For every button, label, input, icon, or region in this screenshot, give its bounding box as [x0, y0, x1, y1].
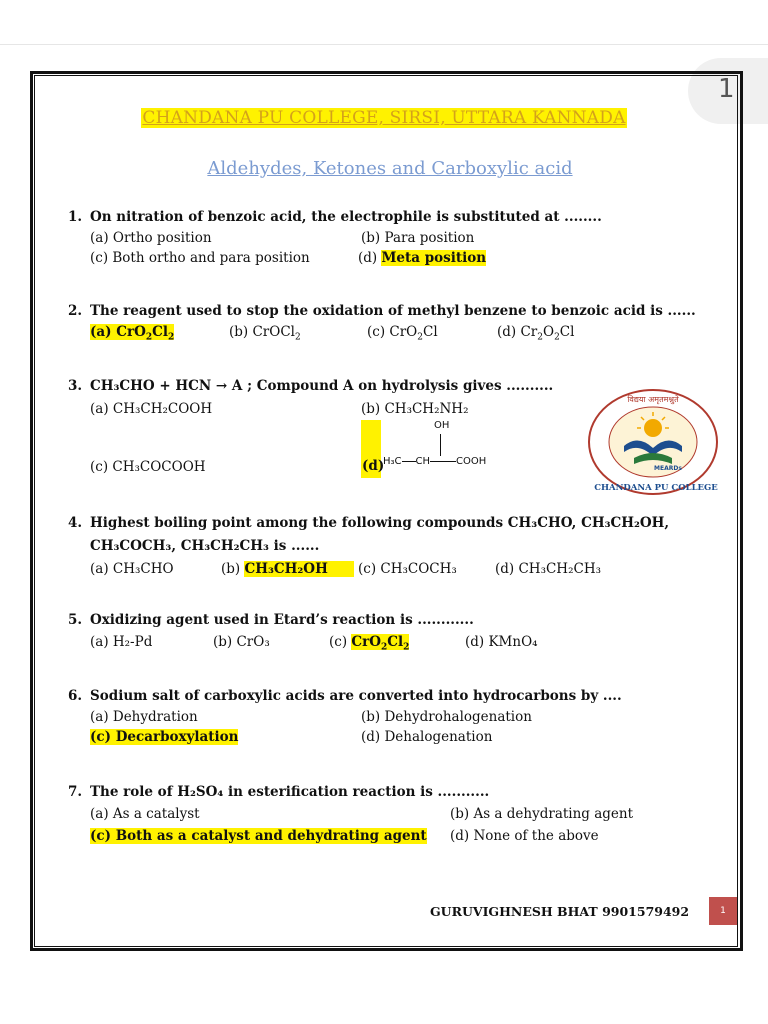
- question-7-answer: (c) Both as a catalyst and dehydrating agent: [90, 828, 427, 844]
- question-2-option-a: [90, 324, 174, 343]
- svg-text:विद्यया अमृतमश्नुते: विद्यया अमृतमश्नुते: [627, 395, 679, 404]
- chapter-title: Aldehydes, Ketones and Carboxylic acid: [207, 158, 573, 179]
- question-7-option-b: (b) As a dehydrating agent: [450, 806, 634, 822]
- question-5-option-a: (a) H₂-Pd: [90, 634, 153, 650]
- lactic-acid-structure: OH H₃C CH COOH: [383, 420, 487, 467]
- question-6-option-c: [90, 729, 238, 745]
- question-3-option-c: (c) CH₃COCOOH: [90, 459, 206, 475]
- question-7-option-c: [90, 828, 427, 844]
- question-1: 1. On nitration of benzoic acid, the electrophile is substituted at ........: [68, 209, 602, 225]
- question-4-option-c: (c) CH₃COCH₃: [358, 561, 457, 577]
- question-7: 7. The role of H₂SO₄ in esterification reaction is ...........: [68, 784, 490, 800]
- question-4-option-b: (b) CH₃CH₂OH: [221, 561, 354, 577]
- question-7-option-a: (a) As a catalyst: [90, 806, 200, 822]
- svg-text:CHANDANA PU COLLEGE: CHANDANA PU COLLEGE: [594, 483, 718, 493]
- question-5-option-d: (d) KMnO₄: [465, 634, 538, 650]
- question-5: 5. Oxidizing agent used in Etard’s reaction is ............: [68, 612, 474, 628]
- question-6: 6. Sodium salt of carboxylic acids are converted into hydrocarbons by ....: [68, 688, 622, 704]
- question-2-option-c: (c) CrO$_2$Cl: [367, 324, 438, 343]
- svg-text:MEARDs: MEARDs: [654, 465, 682, 472]
- question-4-continued: CH₃COCH₃, CH₃CH₂CH₃ is ......: [90, 538, 320, 554]
- question-6-answer: (c) Decarboxylation: [90, 729, 239, 745]
- page-number-label: 1: [718, 74, 735, 104]
- viewer-top-divider: [0, 44, 768, 45]
- question-4-option-a: (a) CH₃CHO: [90, 561, 174, 577]
- question-1-answer: Meta position: [381, 250, 487, 266]
- question-4-option-d: (d) CH₃CH₂CH₃: [495, 561, 602, 577]
- question-5-option-b: (b) CrO₃: [213, 634, 270, 650]
- footer-page-number: 1: [709, 897, 737, 925]
- question-1-option-b: (b) Para position: [361, 230, 475, 246]
- question-6-option-b: (b) Dehydrohalogenation: [361, 709, 532, 725]
- question-2-answer: (a) $CrO_2Cl_2$: [90, 324, 175, 343]
- question-1-option-a: (a) Ortho position: [90, 230, 212, 246]
- question-1-option-d: (d) Meta position: [358, 250, 487, 266]
- question-4-answer: CH₃CH₂OH: [244, 561, 353, 577]
- question-3: 3. CH₃CHO + HCN → A ; Compound A on hydrolysis gives ..........: [68, 378, 554, 394]
- question-6-option-d: (d) Dehalogenation: [361, 729, 493, 745]
- question-6-option-a: (a) Dehydration: [90, 709, 198, 725]
- question-2: 2. The reagent used to stop the oxidation of methyl benzene to benzoic acid is ......: [68, 303, 696, 319]
- college-title: CHANDANA PU COLLEGE, SIRSI, UTTARA KANNADA: [142, 108, 626, 128]
- question-5-option-c: (c) $CrO_2Cl_2$: [329, 634, 410, 653]
- question-3-option-d: (d): [362, 458, 385, 474]
- question-7-option-d: (d) None of the above: [450, 828, 599, 844]
- question-2-option-d: (d) $Cr_2O_2Cl$: [497, 324, 575, 343]
- question-4: 4. Highest boiling point among the following compounds CH₃CHO, CH₃CH₂OH,: [68, 515, 670, 531]
- footer-author: GURUVIGHNESH BHAT 9901579492: [430, 904, 690, 919]
- question-2-option-b: (b) CrOCl$_2$: [229, 324, 301, 343]
- college-logo: [586, 386, 720, 496]
- question-3-option-a: (a) CH₃CH₂COOH: [90, 401, 213, 417]
- question-3-option-b: (b) CH₃CH₂NH₂: [361, 401, 469, 417]
- question-1-option-c: (c) Both ortho and para position: [90, 250, 310, 266]
- question-5-answer: $CrO_2Cl_2$: [351, 634, 410, 653]
